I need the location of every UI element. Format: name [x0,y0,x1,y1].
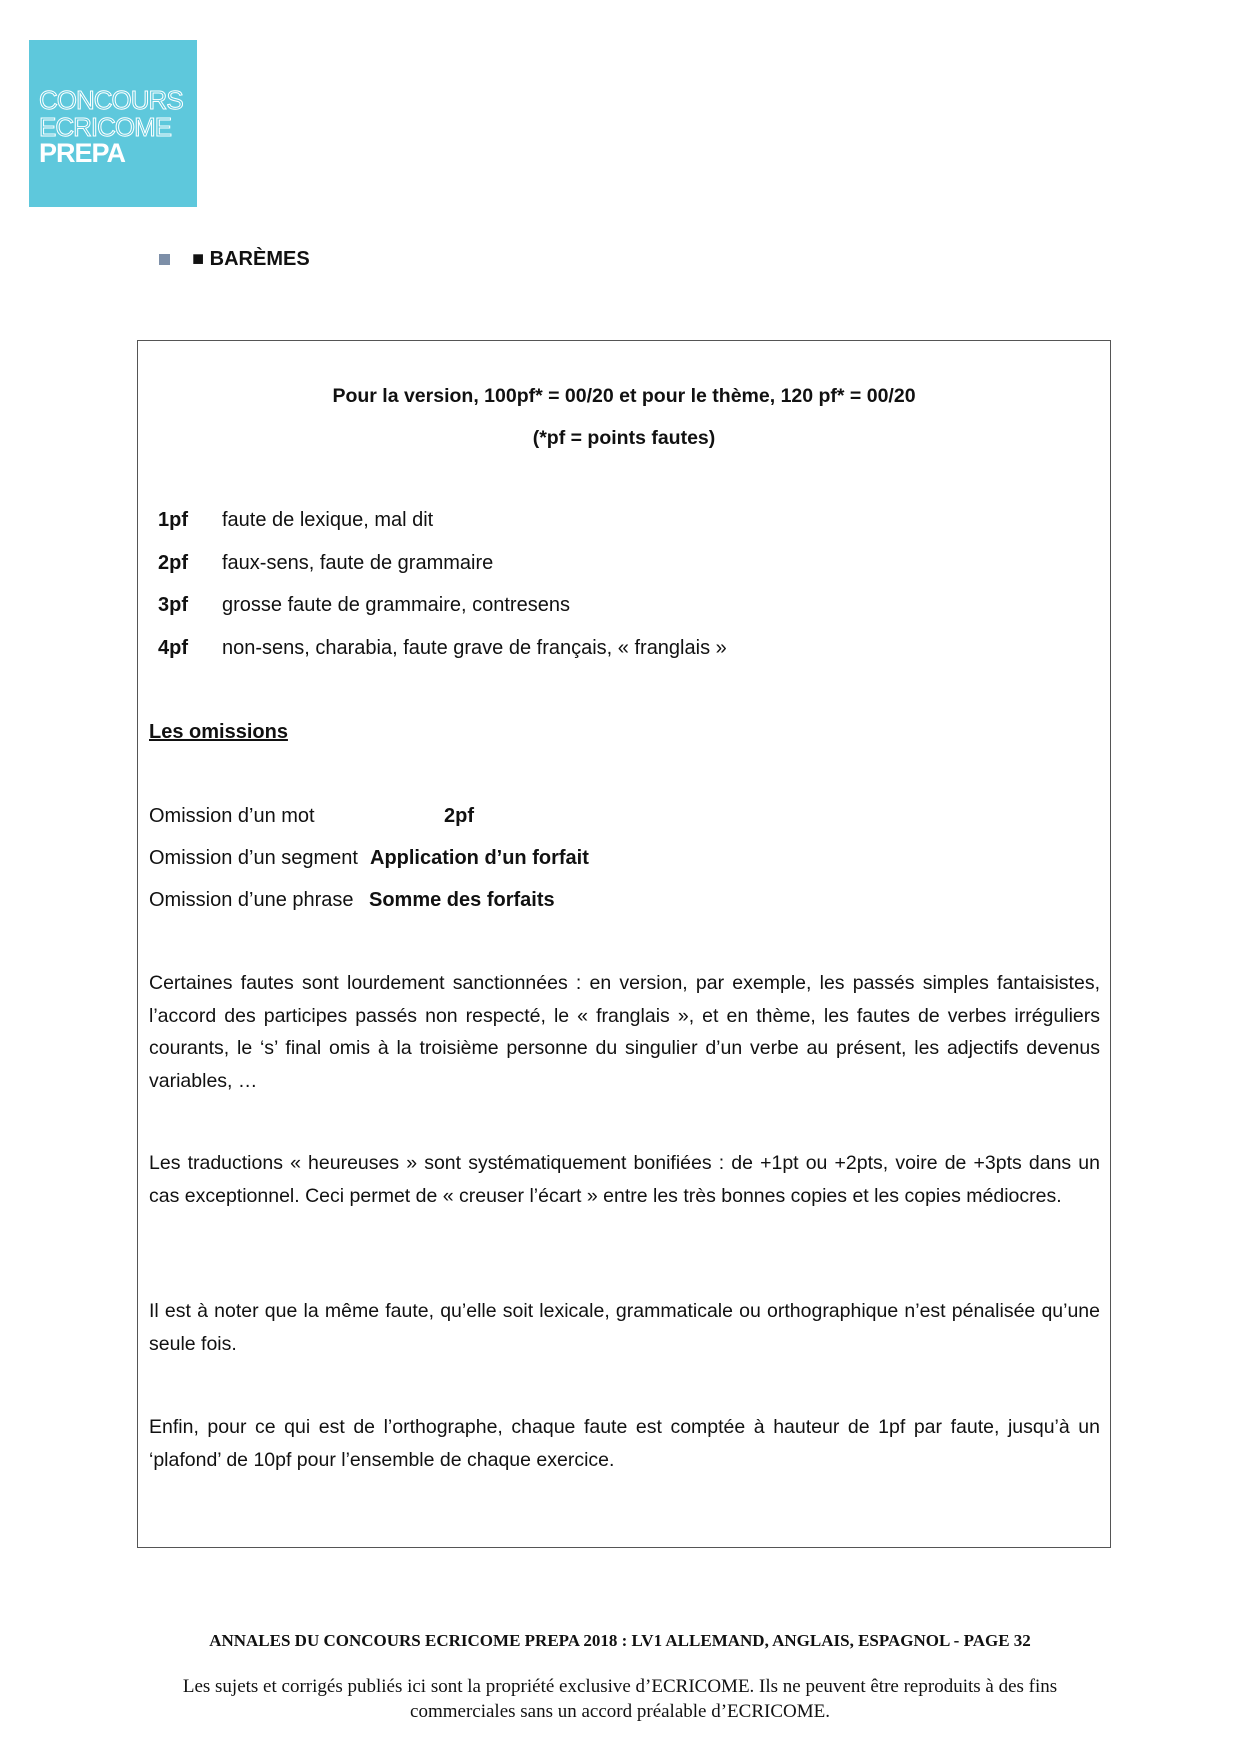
fault-description: non-sens, charabia, faute grave de français, « franglais » [222,637,727,659]
omission-value: 2pf [444,805,474,827]
section-heading-title: BARÈMES [209,247,310,270]
logo-line-prepa: PREPA [39,138,126,168]
omission-label: Omission d’un mot [149,805,315,827]
fault-description: faux-sens, faute de grammaire [222,552,494,574]
logo-line-concours: CONCOURS [39,85,183,115]
fault-code: 1pf [158,509,188,531]
square-bullet-icon [159,254,170,265]
omission-value: Somme des forfaits [369,889,555,911]
paragraph-bonuses: Les traductions « heureuses » sont systématiquement bonifiées : de +1pt ou +2pts, voire de +3pts dans un cas exceptionnel. Ceci permet de « creuser l’écart » entre les très bonnes copies et les copies médiocres. [149,1152,1100,1207]
omission-row [149,847,589,870]
fault-row [158,552,493,575]
section-heading-bullet: ■ [192,247,205,270]
fault-row [158,637,727,660]
omission-label: Omission d’une phrase [149,889,354,911]
scoring-rule-heading: Pour la version, 100pf* = 00/20 et pour le thème, 120 pf* = 00/20 [332,385,916,407]
omission-row [149,805,474,828]
fault-code: 4pf [158,637,188,659]
omission-label: Omission d’un segment [149,847,358,869]
logo-line-ecricome: ECRICOME [39,112,172,142]
scoring-abbreviation-note: (*pf = points fautes) [532,427,716,449]
paragraph-sanctions: Certaines fautes sont lourdement sanctionnées : en version, par exemple, les passés simples fantaisistes, l’accord des participes passés non respecté, le « franglais », et en thème, les fautes de verbes irréguliers courants, le ‘s’ final omis à la troisième personne du singulier d’un verbe au présent, les adjectifs devenus variables, … [149,972,1100,1092]
paragraph-spelling: Enfin, pour ce qui est de l’orthographe, chaque faute est comptée à hauteur de 1pf par faute, jusqu’à un ‘plafond’ de 10pf pour l’ensemble de chaque exercice. [149,1416,1100,1471]
fault-code: 3pf [158,594,188,616]
fault-row [158,509,433,532]
footer-title: ANNALES DU CONCOURS ECRICOME PREPA 2018 : LV1 ALLEMAND, ANGLAIS, ESPAGNOL - PAGE 32 [209,1631,1031,1650]
footer-copyright-note: Les sujets et corrigés publiés ici sont la propriété exclusive d’ECRICOME. Ils ne peuvent être reproduits à des fins commerciales sans un accord préalable d’ECRICOME. [182,1676,1058,1722]
ecricome-logo [29,40,197,207]
omission-row [149,889,555,912]
omissions-title: Les omissions [149,721,288,743]
fault-row [158,594,570,617]
fault-code: 2pf [158,552,188,574]
omission-value: Application d’un forfait [370,847,589,869]
paragraph-single-penalty: Il est à noter que la même faute, qu’elle soit lexicale, grammaticale ou orthographique n’est pénalisée qu’une seule fois. [149,1300,1100,1355]
section-heading [159,246,310,272]
fault-description: grosse faute de grammaire, contresens [222,594,570,616]
fault-description: faute de lexique, mal dit [222,509,434,531]
bareme-box [137,340,1111,1548]
